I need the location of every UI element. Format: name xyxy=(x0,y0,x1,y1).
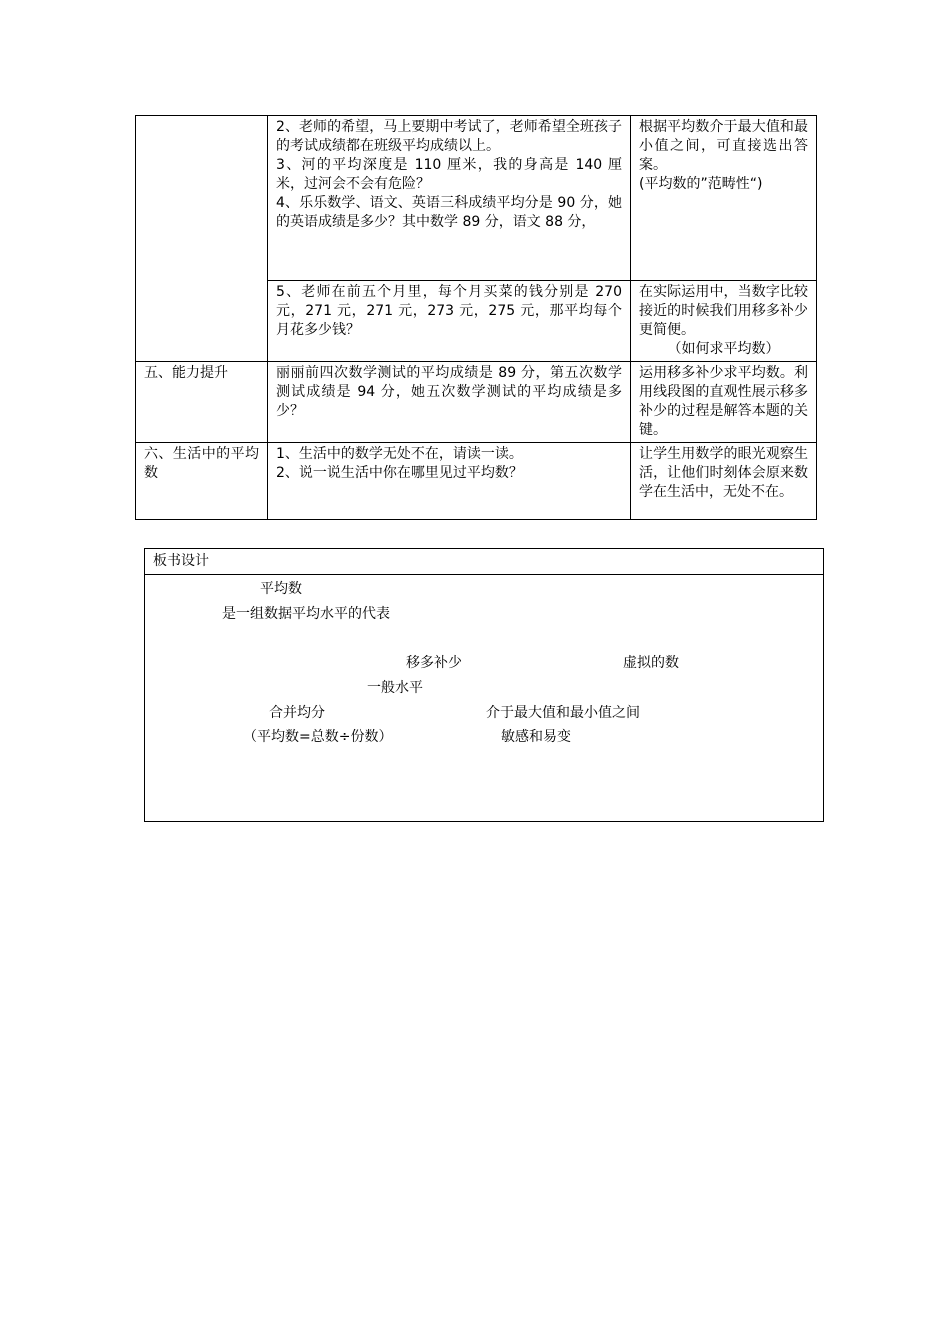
note-cell xyxy=(631,116,817,281)
board-average: 平均数 xyxy=(260,581,302,597)
section-cell xyxy=(136,116,268,362)
note-cell xyxy=(631,362,817,443)
content-line: 3、河的平均深度是 110 厘米，我的身高是 140 厘米，过河会不会有危险？ xyxy=(276,157,622,192)
content-cell xyxy=(268,362,631,443)
content-cell xyxy=(268,281,631,362)
board-design-box xyxy=(144,548,824,822)
board-formula: （平均数=总数÷份数） xyxy=(243,729,393,745)
content-line: 1、生活中的数学无处不在，请读一读。 xyxy=(276,446,523,462)
lesson-table xyxy=(135,115,817,520)
board-between-max-min: 介于最大值和最小值之间 xyxy=(486,705,640,721)
table-row xyxy=(136,443,817,520)
note-line: 运用移多补少求平均数。利用线段图的直观性展示移多补少的过程是解答本题的关键。 xyxy=(639,365,808,438)
content-line: 5、老师在前五个月里，每个月买菜的钱分别是 270 元，271 元，271 元，273 元，275 元，那平均每个月花多少钱？ xyxy=(276,284,622,338)
content-line: 4、乐乐数学、语文、英语三科成绩平均分是 90 分，她的英语成绩是多少？其中数学 89 分，语文 88 分， xyxy=(276,195,622,230)
board-merge-even: 合并均分 xyxy=(269,705,325,721)
section-cell: 六、生活中的平均数 xyxy=(136,443,268,520)
note-cell xyxy=(631,443,817,520)
board-sensitive: 敏感和易变 xyxy=(501,729,571,745)
board-move-more-fill-less: 移多补少 xyxy=(406,655,462,671)
board-virtual-number: 虚拟的数 xyxy=(623,655,679,671)
section-cell: 五、能力提升 xyxy=(136,362,268,443)
note-line: 根据平均数介于最大值和最小值之间，可直接选出答案。 xyxy=(639,119,808,173)
board-definition: 是一组数据平均水平的代表 xyxy=(222,606,390,622)
content-line: 2、老师的希望，马上要期中考试了，老师希望全班孩子的考试成绩都在班级平均成绩以上。 xyxy=(276,119,622,154)
table-row xyxy=(136,116,817,281)
note-line: 在实际运用中，当数字比较接近的时候我们用移多补少更简便。 xyxy=(639,284,808,338)
content-cell xyxy=(268,116,631,281)
note-cell xyxy=(631,281,817,362)
content-line: 2、说一说生活中你在哪里见过平均数？ xyxy=(276,465,523,481)
board-title: 板书设计 xyxy=(145,549,823,575)
content-cell xyxy=(268,443,631,520)
content-line: 丽丽前四次数学测试的平均成绩是 89 分，第五次数学测试成绩是 94 分，她五次数学测试的平均成绩是多少？ xyxy=(276,365,622,419)
note-line: 让学生用数学的眼光观察生活，让他们时刻体会原来数学在生活中，无处不在。 xyxy=(639,446,808,500)
note-line: (平均数的”范畴性“) xyxy=(639,176,763,192)
board-general-level: 一般水平 xyxy=(367,680,423,696)
table-row xyxy=(136,362,817,443)
note-line: （如何求平均数） xyxy=(667,341,780,357)
